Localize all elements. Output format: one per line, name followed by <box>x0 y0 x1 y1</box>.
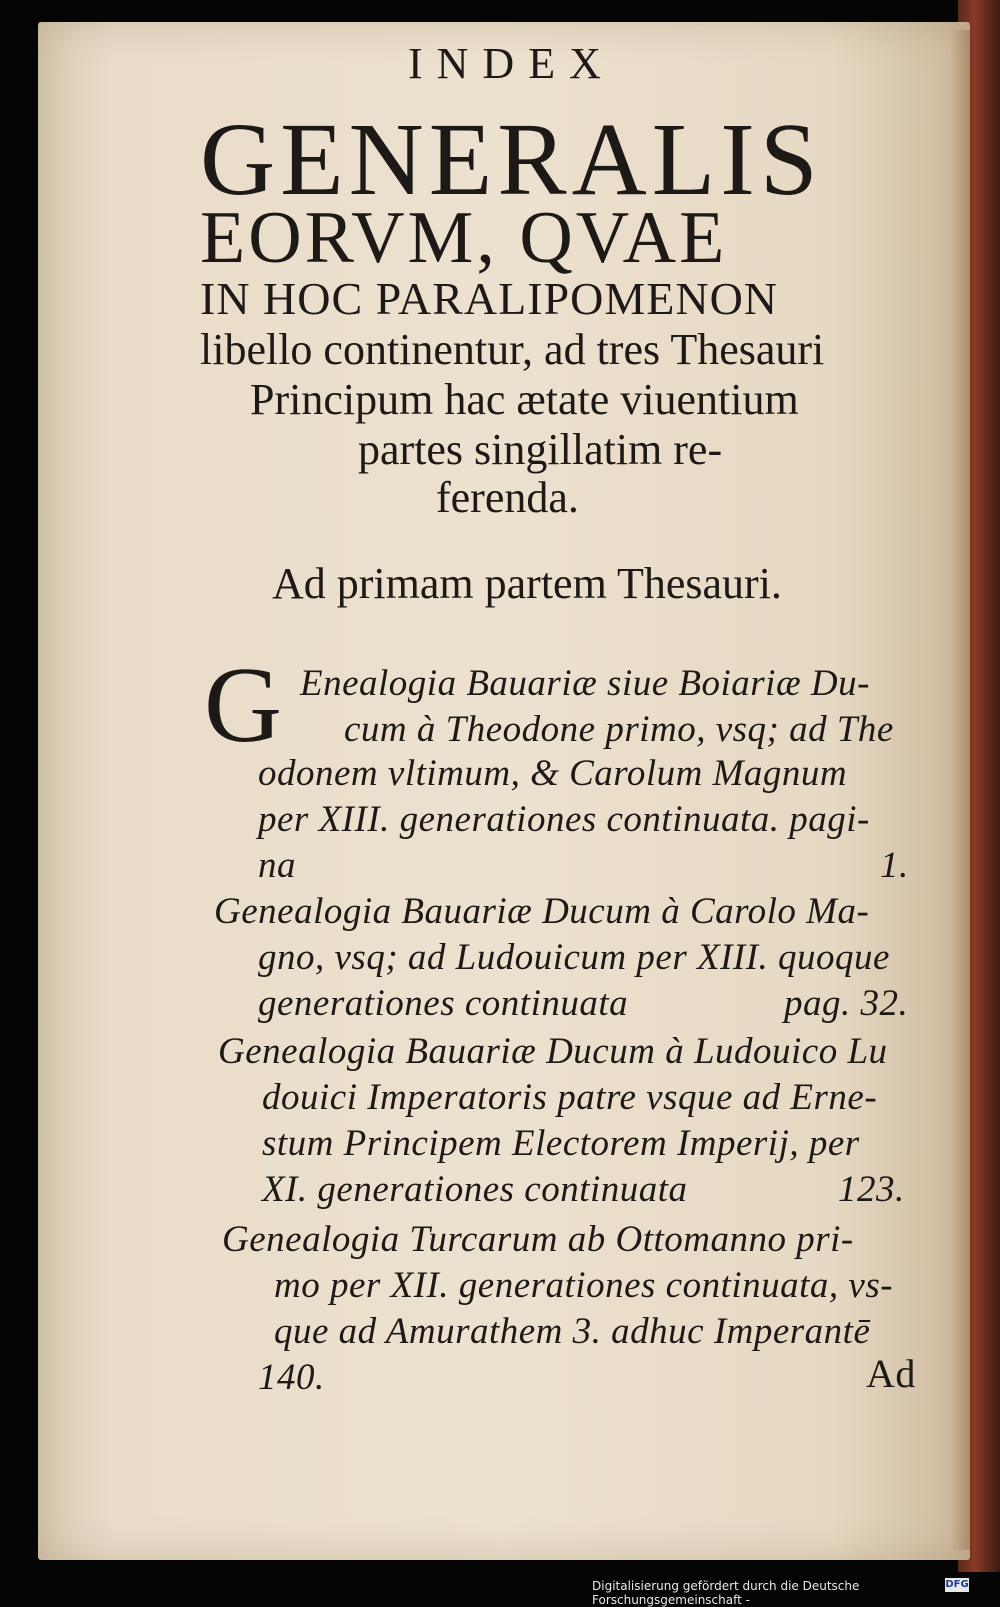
entry-2-line-3: generationes continuata <box>258 983 629 1024</box>
entry-1-line-1: Enealogia Bauariæ siue Boiariæ Du- <box>300 663 870 704</box>
entry-3-page: 123. <box>838 1169 905 1210</box>
entry-3-line-1: Genealogia Bauariæ Ducum à Ludouico Lu <box>218 1031 888 1072</box>
title-eorum-quae: EORVM, QVAE <box>200 197 728 279</box>
entry-2-page: pag. 32. <box>784 983 909 1024</box>
entry-4-line-2: mo per XII. generationes continuata, vs- <box>274 1265 894 1306</box>
digitization-credit: Digitalisierung gefördert durch die Deutsche Forschungsgemeinschaft - <box>592 1579 860 1607</box>
title-paralipomenon: IN HOC PARALIPOMENON <box>200 273 779 324</box>
section-heading: Ad primam partem Thesauri. <box>272 559 782 608</box>
entry-3-line-2: douici Imperatoris patre vsque ad Erne- <box>262 1077 878 1118</box>
entry-4-line-1: Genealogia Turcarum ab Ottomanno pri- <box>222 1219 854 1260</box>
entry-1-line-4: per XIII. generationes continuata. pagi- <box>258 799 870 840</box>
entry-1-line-5: na <box>258 845 296 886</box>
entry-1-line-2: cum à Theodone primo, vsq; ad The <box>344 709 894 750</box>
title-line-6: Principum hac ætate viuentium <box>250 375 799 424</box>
drop-cap: G <box>204 646 282 765</box>
entry-1-line-3: odonem vltimum, & Carolum Magnum <box>258 753 848 794</box>
title-generalis: GENERALIS <box>200 102 823 217</box>
title-line-7: partes singillatim re- <box>358 425 723 474</box>
dfg-logo: DFG <box>945 1579 969 1590</box>
title-line-8: ferenda. <box>436 473 579 522</box>
title-line-5: libello continentur, ad tres Thesauri <box>200 325 825 374</box>
entry-2-line-1: Genealogia Bauariæ Ducum à Carolo Ma- <box>214 891 870 932</box>
entry-2-line-2: gno, vsq; ad Ludouicum per XIII. quoque <box>258 937 890 978</box>
entry-3-line-4: XI. generationes continuata <box>262 1169 688 1210</box>
entry-1-page: 1. <box>880 845 909 886</box>
entry-3-line-3: stum Principem Electorem Imperij, per <box>262 1123 860 1164</box>
catchword: Ad <box>866 1351 916 1396</box>
title-index: INDEX <box>408 39 615 88</box>
entry-4-line-3: que ad Amurathem 3. adhuc Imperantē <box>274 1311 871 1352</box>
entry-4-line-4: 140. <box>258 1357 325 1398</box>
page-edge-shadow <box>950 30 970 1550</box>
